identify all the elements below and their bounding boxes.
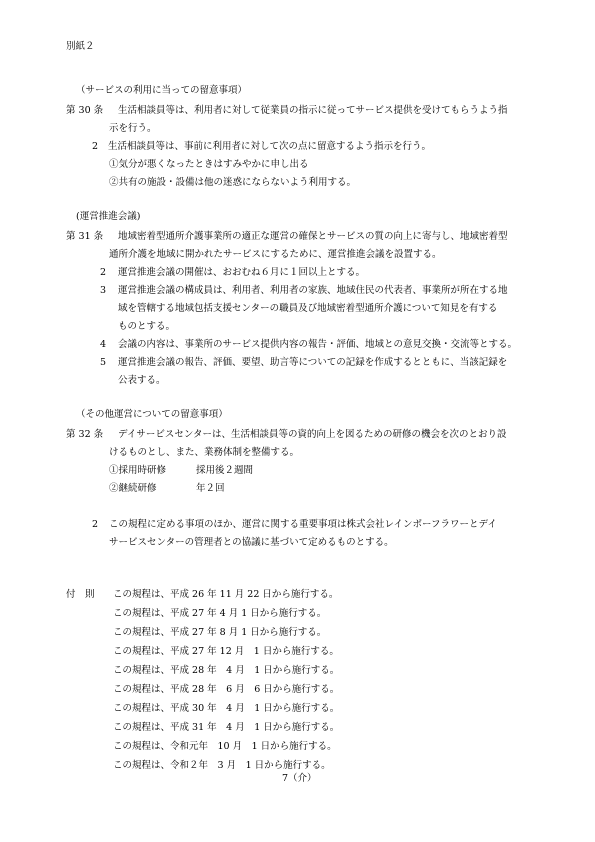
article-30-sub1: ①気分が悪くなったときはすみやかに申し出る xyxy=(109,159,309,170)
article-32-item2-number: 2 xyxy=(92,519,99,530)
article-32-text: デイサービスセンターは、生活相談員等の資的向上を図るための研修の機会を次のとおり設 xyxy=(118,429,507,440)
supplementary-label: 付 則 xyxy=(66,589,95,600)
supplementary-line: この規程は、平成 30 年 4 月 1 日から施行する。 xyxy=(113,703,340,714)
supplementary-line: この規程は、令和２年 3 月 1 日から施行する。 xyxy=(113,760,331,771)
section-council-heading: (運営推進会議) xyxy=(76,211,141,222)
training-2-when: 年２回 xyxy=(196,483,225,494)
supplementary-line: この規程は、平成 28 年 6 月 6 日から施行する。 xyxy=(113,684,340,695)
article-31-item2: 運営推進会議の開催は、おおむね６月に１回以上とする。 xyxy=(118,267,366,278)
training-2-name: ②継続研修 xyxy=(109,483,157,494)
page-label: 別紙２ xyxy=(66,41,95,52)
supplementary-line: この規程は、平成 27 年 4 月 1 日から施行する。 xyxy=(113,608,327,619)
article-30-item2-number: 2 xyxy=(92,141,99,152)
article-31-text: 地域密着型通所介護事業所の適正な運営の確保とサービスの質の向上に寄与し、地域密着型 xyxy=(118,231,508,242)
article-31-item4: 会議の内容は、事業所のサービス提供内容の報告・評価、地域との意見交換・交流等とする。 xyxy=(118,339,518,350)
section-other-heading: （その他運営についての留意事項） xyxy=(76,409,228,420)
supplementary-line: この規程は、令和元年 10 月 1 日から施行する。 xyxy=(113,741,337,752)
training-1-name: ①採用時研修 xyxy=(109,465,167,476)
article-31-item3-line1: 運営推進会議の構成員は、利用者、利用者の家族、地域住民の代表者、事業所が所在する地 xyxy=(118,285,508,296)
article-32-number: 第 32 条 xyxy=(66,429,104,440)
article-31-text-cont: 通所介護を地域に開かれたサービスにするために、運営推進会議を設置する。 xyxy=(109,249,442,260)
article-32-text-cont: けるものとし、また、業務体制を整備する。 xyxy=(109,447,300,458)
page-number: 7（介） xyxy=(282,773,317,784)
article-31-item4-number: 4 xyxy=(100,339,107,350)
article-31-item3-number: 3 xyxy=(100,285,107,296)
training-1-when: 採用後２週間 xyxy=(196,465,254,476)
article-31-number: 第 31 条 xyxy=(66,231,104,242)
section-usage-heading: （サービスの利用に当っての留意事項） xyxy=(76,85,248,96)
supplementary-line: この規程は、平成 26 年 11 月 22 日から施行する。 xyxy=(113,589,339,600)
article-30-text: 生活相談員等は、利用者に対して従業員の指示に従ってサービス提供を受けてもらうよう指 xyxy=(118,105,508,116)
article-30-item2: 生活相談員等は、事前に利用者に対して次の点に留意するよう指示を行う。 xyxy=(108,141,432,152)
article-30-text-cont: 示を行う。 xyxy=(109,123,157,134)
article-31-item5-line1: 運営推進会議の報告、評価、要望、助言等についての記録を作成するとともに、当該記録を xyxy=(118,357,508,368)
supplementary-line: この規程は、平成 28 年 4 月 1 日から施行する。 xyxy=(113,665,340,676)
article-31-item3-line2: 域を管轄する地域包括支援センターの職員及び地域密着型通所介護について知見を有する xyxy=(118,303,498,314)
article-32-item2-line2: サービスセンターの管理者との協議に基づいて定めるものとする。 xyxy=(109,537,394,548)
supplementary-line: この規程は、平成 27 年 8 月 1 日から施行する。 xyxy=(113,627,327,638)
article-30-number: 第 30 条 xyxy=(66,105,104,116)
article-30-sub2: ②共有の施設・設備は他の迷惑にならないよう利用する。 xyxy=(109,177,357,188)
article-31-item2-number: 2 xyxy=(100,267,107,278)
article-31-item5-number: 5 xyxy=(100,357,107,368)
supplementary-line: この規程は、平成 27 年 12 月 1 日から施行する。 xyxy=(113,646,339,657)
article-32-item2-line1: この規程に定める事項のほか、運営に関する重要事項は株式会社レインボーフラワーとデイ xyxy=(109,519,497,530)
article-31-item5-line2: 公表する。 xyxy=(118,375,166,386)
supplementary-line: この規程は、平成 31 年 4 月 1 日から施行する。 xyxy=(113,722,340,733)
article-31-item3-line3: ものとする。 xyxy=(118,321,176,332)
